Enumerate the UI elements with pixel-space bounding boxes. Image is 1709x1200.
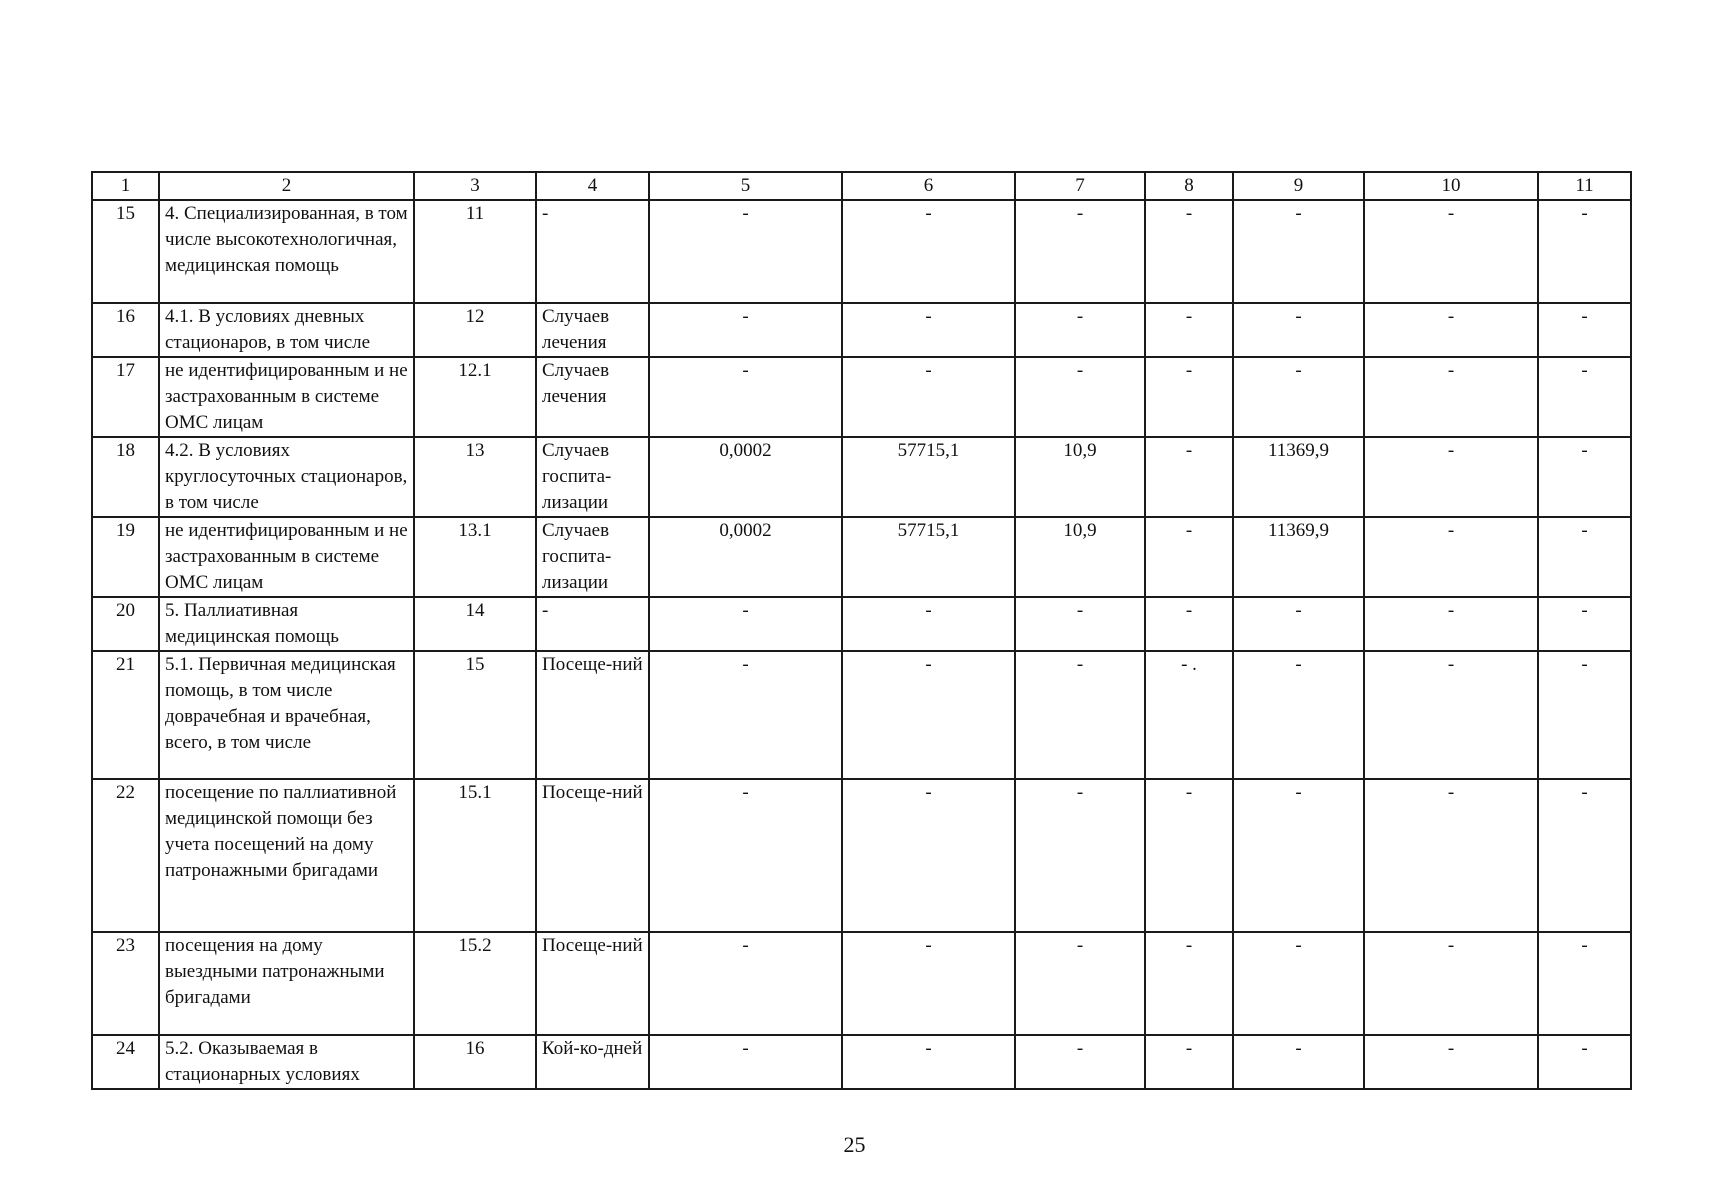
table-cell-col-9: 11369,9	[1233, 517, 1364, 597]
table-cell-col-8: -	[1145, 932, 1233, 1035]
column-header-5: 5	[649, 172, 842, 200]
column-header-9: 9	[1233, 172, 1364, 200]
table-cell-col-9: -	[1233, 357, 1364, 437]
table-cell-col-6: -	[842, 779, 1015, 932]
table-cell-col-5: -	[649, 200, 842, 303]
table-cell-col-3: 12.1	[414, 357, 536, 437]
data-table	[91, 171, 1632, 1090]
column-header-3: 3	[414, 172, 536, 200]
table-cell-col-11: -	[1538, 517, 1631, 597]
table-row	[92, 437, 1631, 517]
table-cell-col-9: -	[1233, 597, 1364, 651]
column-header-2: 2	[159, 172, 414, 200]
table-cell-col-4: Случаев лечения	[536, 357, 649, 437]
table-cell-col-9: 11369,9	[1233, 437, 1364, 517]
table-cell-col-2: посещение по паллиативной медицинской помощи без учета посещений на дому патронажными бригадами	[159, 779, 414, 932]
table-cell-col-3: 13.1	[414, 517, 536, 597]
table-cell-col-11: -	[1538, 597, 1631, 651]
table-cell-col-7: -	[1015, 597, 1145, 651]
table-row	[92, 779, 1631, 932]
table-cell-col-2: 4.2. В условиях круглосуточных стационаров, в том числе	[159, 437, 414, 517]
table-cell-col-6: -	[842, 597, 1015, 651]
table-cell-col-11: -	[1538, 357, 1631, 437]
table-cell-col-4: Посеще-ний	[536, 651, 649, 779]
table-cell-col-7: -	[1015, 200, 1145, 303]
table-cell-col-7: -	[1015, 1035, 1145, 1089]
table-cell-col-4: -	[536, 597, 649, 651]
table-cell-col-4: Случаев госпита-лизации	[536, 517, 649, 597]
table-cell-col-11: -	[1538, 303, 1631, 357]
table-cell-col-7: -	[1015, 651, 1145, 779]
table-cell-col-5: 0,0002	[649, 517, 842, 597]
table-cell-col-8: -	[1145, 1035, 1233, 1089]
table-cell-col-3: 16	[414, 1035, 536, 1089]
table-cell-col-10: -	[1364, 303, 1538, 357]
table-cell-col-4: Случаев лечения	[536, 303, 649, 357]
table-cell-col-1: 20	[92, 597, 159, 651]
table-cell-col-11: -	[1538, 651, 1631, 779]
page-number: 25	[843, 1132, 866, 1157]
table-cell-col-9: -	[1233, 200, 1364, 303]
table-row	[92, 200, 1631, 303]
table-cell-col-7: 10,9	[1015, 517, 1145, 597]
table-cell-col-7: -	[1015, 779, 1145, 932]
table-cell-col-2: 5. Паллиативная медицинская помощь	[159, 597, 414, 651]
table-cell-col-1: 23	[92, 932, 159, 1035]
table-cell-col-3: 15.2	[414, 932, 536, 1035]
table-cell-col-4: Посеще-ний	[536, 932, 649, 1035]
table-cell-col-11: -	[1538, 1035, 1631, 1089]
table-cell-col-7: -	[1015, 303, 1145, 357]
table-cell-col-10: -	[1364, 932, 1538, 1035]
table-cell-col-10: -	[1364, 597, 1538, 651]
table-cell-col-10: -	[1364, 437, 1538, 517]
table-cell-col-8: -	[1145, 357, 1233, 437]
column-header-10: 10	[1364, 172, 1538, 200]
table-cell-col-1: 18	[92, 437, 159, 517]
table-body	[92, 200, 1631, 1089]
table-cell-col-3: 14	[414, 597, 536, 651]
table-cell-col-6: -	[842, 200, 1015, 303]
table-row	[92, 517, 1631, 597]
table-cell-col-5: -	[649, 1035, 842, 1089]
table-cell-col-4: Кой-ко-дней	[536, 1035, 649, 1089]
table-cell-col-8: -	[1145, 200, 1233, 303]
table-header	[92, 172, 1631, 200]
table-row	[92, 597, 1631, 651]
table-cell-col-1: 19	[92, 517, 159, 597]
table-cell-col-3: 12	[414, 303, 536, 357]
table-cell-col-9: -	[1233, 779, 1364, 932]
table-cell-col-6: 57715,1	[842, 517, 1015, 597]
table-cell-col-5: 0,0002	[649, 437, 842, 517]
table-cell-col-11: -	[1538, 932, 1631, 1035]
table-cell-col-5: -	[649, 932, 842, 1035]
table-cell-col-7: 10,9	[1015, 437, 1145, 517]
table-cell-col-5: -	[649, 303, 842, 357]
table-cell-col-3: 15.1	[414, 779, 536, 932]
table-cell-col-1: 22	[92, 779, 159, 932]
table-cell-col-10: -	[1364, 357, 1538, 437]
table-row	[92, 303, 1631, 357]
column-header-1: 1	[92, 172, 159, 200]
table-cell-col-1: 16	[92, 303, 159, 357]
table-cell-col-2: 4. Специализированная, в том числе высокотехнологичная, медицинская помощь	[159, 200, 414, 303]
table-cell-col-11: -	[1538, 200, 1631, 303]
table-cell-col-10: -	[1364, 517, 1538, 597]
table-cell-col-8: -	[1145, 517, 1233, 597]
table-cell-col-10: -	[1364, 651, 1538, 779]
column-header-6: 6	[842, 172, 1015, 200]
table-cell-col-4: -	[536, 200, 649, 303]
table-cell-col-8: -	[1145, 437, 1233, 517]
header-row	[92, 172, 1631, 200]
table-cell-col-6: 57715,1	[842, 437, 1015, 517]
table-cell-col-9: -	[1233, 1035, 1364, 1089]
table-cell-col-6: -	[842, 1035, 1015, 1089]
table-cell-col-10: -	[1364, 779, 1538, 932]
table-cell-col-9: -	[1233, 932, 1364, 1035]
table-cell-col-10: -	[1364, 1035, 1538, 1089]
table-row	[92, 932, 1631, 1035]
table-cell-col-7: -	[1015, 357, 1145, 437]
table-cell-col-9: -	[1233, 651, 1364, 779]
column-header-7: 7	[1015, 172, 1145, 200]
table-cell-col-4: Случаев госпита-лизации	[536, 437, 649, 517]
table-cell-col-6: -	[842, 651, 1015, 779]
table-cell-col-1: 17	[92, 357, 159, 437]
table-cell-col-2: не идентифицированным и не застрахованным в системе ОМС лицам	[159, 357, 414, 437]
table-cell-col-3: 13	[414, 437, 536, 517]
table-cell-col-8: -	[1145, 779, 1233, 932]
table-cell-col-7: -	[1015, 932, 1145, 1035]
table-cell-col-8: -	[1145, 303, 1233, 357]
table-cell-col-3: 11	[414, 200, 536, 303]
table-row	[92, 1035, 1631, 1089]
table-cell-col-5: -	[649, 651, 842, 779]
table-cell-col-8: -	[1145, 597, 1233, 651]
table-cell-col-3: 15	[414, 651, 536, 779]
table-row	[92, 651, 1631, 779]
column-header-4: 4	[536, 172, 649, 200]
table-cell-col-4: Посеще-ний	[536, 779, 649, 932]
table-cell-col-6: -	[842, 932, 1015, 1035]
column-header-8: 8	[1145, 172, 1233, 200]
table-cell-col-2: не идентифицированным и не застрахованным в системе ОМС лицам	[159, 517, 414, 597]
table-cell-col-1: 21	[92, 651, 159, 779]
table-cell-col-10: -	[1364, 200, 1538, 303]
table-row	[92, 357, 1631, 437]
column-header-11: 11	[1538, 172, 1631, 200]
table-cell-col-2: 5.1. Первичная медицинская помощь, в том числе доврачебная и врачебная, всего, в том числе	[159, 651, 414, 779]
table-cell-col-2: 5.2. Оказываемая в стационарных условиях	[159, 1035, 414, 1089]
table-cell-col-5: -	[649, 357, 842, 437]
table-cell-col-5: -	[649, 779, 842, 932]
table-cell-col-2: 4.1. В условиях дневных стационаров, в том числе	[159, 303, 414, 357]
table-cell-col-11: -	[1538, 437, 1631, 517]
table-cell-col-8: - .	[1145, 651, 1233, 779]
table-cell-col-1: 24	[92, 1035, 159, 1089]
table-cell-col-6: -	[842, 303, 1015, 357]
table-cell-col-2: посещения на дому выездными патронажными бригадами	[159, 932, 414, 1035]
table-cell-col-6: -	[842, 357, 1015, 437]
table-cell-col-1: 15	[92, 200, 159, 303]
table-cell-col-9: -	[1233, 303, 1364, 357]
table-cell-col-5: -	[649, 597, 842, 651]
table-cell-col-11: -	[1538, 779, 1631, 932]
